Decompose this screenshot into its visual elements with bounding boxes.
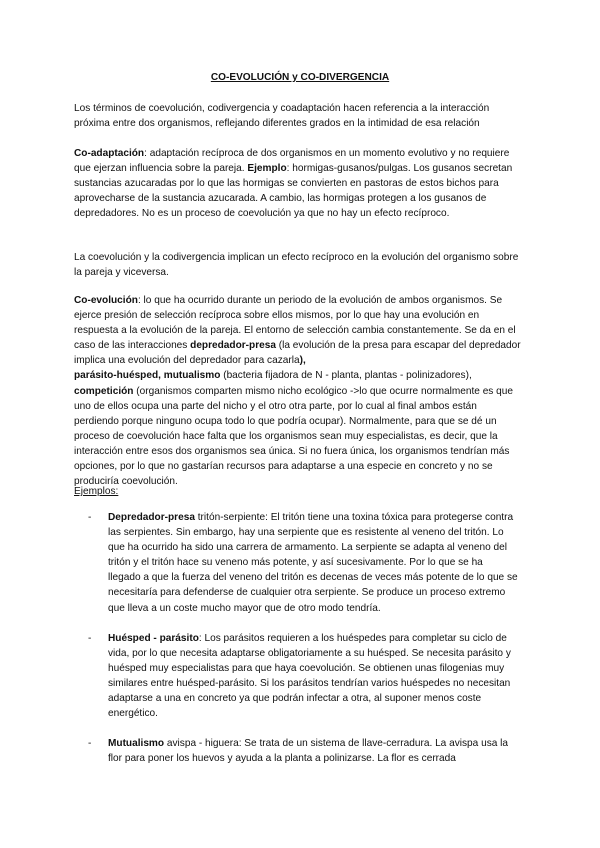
list-item [88,510,518,616]
document-title: CO-EVOLUCIÓN y CO-DIVERGENCIA [210,72,390,83]
ejemplos-heading: Ejemplos: [74,486,119,497]
examples-list [88,510,518,781]
bullet-text: avispa - higuera: Se trata de un sistema de llave-cerradura. La avispa usa la flor para poner los huevos y ayuda a la planta a polinizarse. La flor es cerrada [108,738,509,765]
coev-codiv-paragraph: La coevolución y la codivergencia implican un efecto recíproco en la evolución del organismo sobre la pareja y viceversa. [74,252,519,279]
coadaptacion-text-1: : adaptación recíproca de dos organismos en un momento evolutivo y no requiere que ejerzan influencia sobre la pareja. [74,148,510,175]
coevolucion-term: Co-evolución [74,295,138,306]
ejemplo-label: Ejemplo [247,163,287,175]
coevolucion-text-1: : lo que ha ocurrido durante un periodo de la evolución de ambos organismos. Se ejerce presión de selección recíproca sobre ellos mismos, por lo que hay una evolución en respuesta a la evolución de la pareja. El entorno de selección cambia constantemente. Se da en el caso de las interacciones [74,295,516,352]
coadaptacion-text-2: : hormigas-gusanos/pulgas. Los gusanos secretan sustancias azucaradas por lo que las hormigas se convierten en pastoras de estos bichos para aprovecharse de la sustancia azucarada. A cambio, las hormigas protegen a los gusanos de depredadores. No es un proceso de coevolución ya que no hay un efecto recíproco. [74,163,513,220]
coadaptacion-term: Co-adaptación [74,148,145,159]
coevolucion-paragraph [74,293,524,489]
parasito-huesped-term: parásito-huésped [74,370,159,382]
list-item [88,736,518,766]
coevolucion-text-2: (la evolución de la presa para escapar del depredador implica una evolución del depredador para cazarla [74,340,521,367]
competicion-term: competición [74,385,134,397]
bullet-term: Huésped - parásito [108,632,199,644]
coevolucion-text-3: (bacteria fijadora de N - planta, plantas - polinizadores), [220,370,472,382]
coadaptacion-paragraph [74,146,524,221]
comma-separator: , [158,370,164,382]
paren-close: ), [299,355,306,367]
bullet-text: tritón-serpiente: El tritón tiene una toxina tóxica para protegerse contra las serpientes. Sin embargo, hay una serpiente que es resistente al veneno del tritón. Lo que ha ocurrido ha sido una carrera de armamento. La serpiente se adapta al veneno del tritón y el tritón hace su veneno más potente, y así sucesivamente. Por lo que se ha llegado a que la fuerza del veneno del tritón es decenas de veces más potente de lo que se necesitaría para defenderse de cualquier otra serpiente. Se produce un proceso extremo que lleva a un coste mucho mayor que de otro modo tendría. [108,512,518,614]
bullet-term: Mutualismo [108,738,165,750]
bullet-text: : Los parásitos requieren a los huéspedes para completar su ciclo de vida, por lo que necesita adaptarse obligatoriamente a su huésped. Se necesita parásito y huésped muy especialistas para que haya coevolución. Se obtienen unas filogenias muy similares entre huésped-parásito. Si los parásitos tendrían varios huéspedes no necesitan adaptarse a una en concreto ya que podrán infectar a otra, al suponer menos coste energético. [108,632,511,720]
bullet-term: Depredador-presa [108,512,195,523]
coevolucion-text-4: (organismos comparten mismo nicho ecológico ->lo que ocurre normalmente es que uno de ellos ocupa una parte del nicho y el otro otra parte, por lo cual al final ambos están perdiendo porque ninguno ocupa todo lo que podría ocupar). Normalmente, para que se dé un proceso de coevolución hace falta que los organismos sean muy especialistas, es decir, que la interacción entre esos dos organismos sea única. Si no fuera única, los organismos tendrían más opciones, por lo que no gastarían recursos para adaptarse a una especie en concreto y no se produciría coevolución. [74,385,513,488]
bullet-dash: - [88,512,92,523]
intro-paragraph: Los términos de coevolución, codivergencia y coadaptación hacen referencia a la interacción próxima entre dos organismos, reflejando diferentes grados en la intimidad de esa relación [74,103,490,130]
bullet-dash: - [88,738,92,750]
depredador-presa-term: depredador-presa [190,340,276,352]
bullet-dash: - [88,632,92,644]
mutualismo-term: mutualismo [163,370,221,382]
list-item [88,631,518,722]
